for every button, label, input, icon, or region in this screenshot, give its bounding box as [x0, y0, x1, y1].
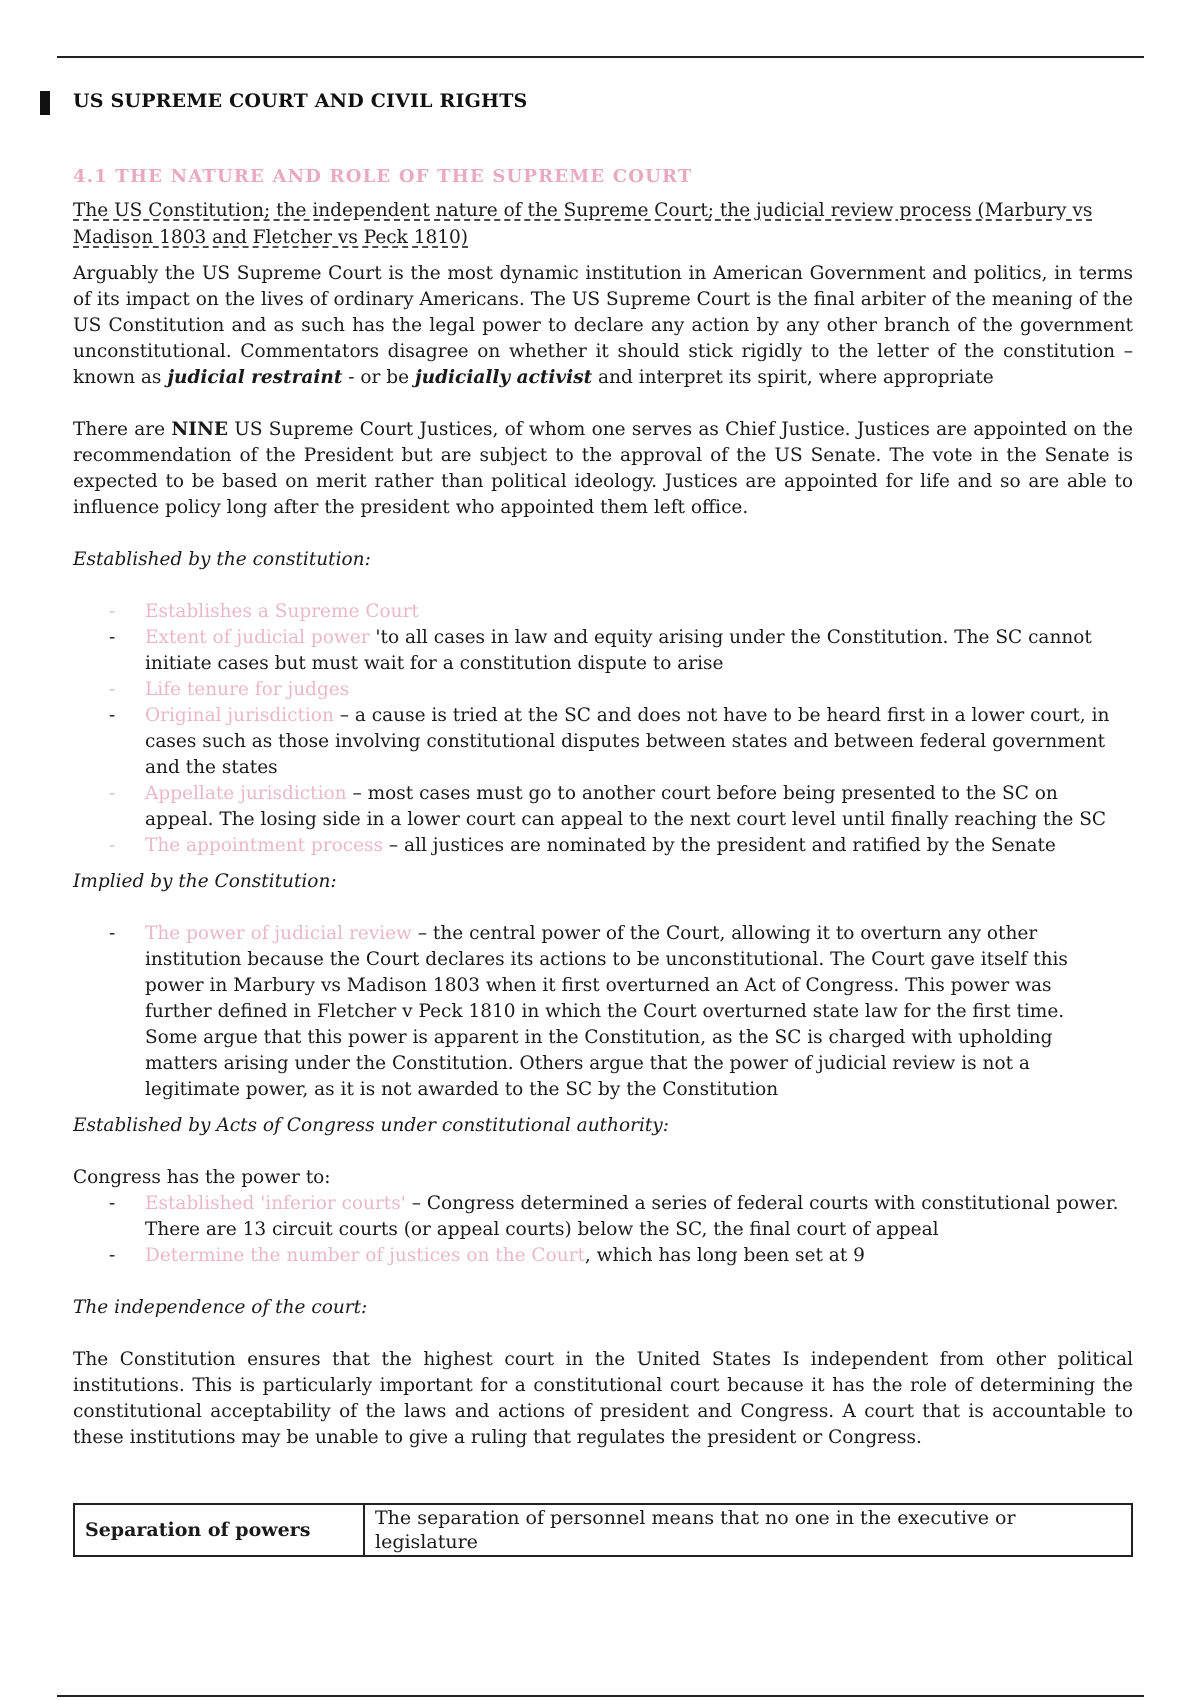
table-value: The separation of personnel means that no one in the executive or legislature: [364, 1504, 1132, 1556]
bottom-rule: [57, 1695, 1144, 1697]
section-heading: 4.1 THE NATURE AND ROLE OF THE SUPREME COURT: [73, 166, 693, 187]
section-subtitle: The US Constitution; the independent nature of the Supreme Court; the judicial review process (Marbury vs Madison 1803 and Fletcher vs Peck 1810): [73, 200, 1093, 248]
established-heading: Established by the constitution:: [73, 549, 371, 570]
title-marker: [40, 91, 50, 115]
list-item: - Life tenure for judges: [145, 677, 1133, 703]
acts-heading: Established by Acts of Congress under constitutional authority:: [73, 1115, 669, 1136]
implied-heading: Implied by the Constitution:: [73, 871, 337, 892]
document-page: [73, 90, 1133, 1557]
nine-emphasis: NINE: [171, 419, 228, 440]
separation-table: [73, 1503, 1133, 1557]
intro-paragraph-1: Arguably the US Supreme Court is the most dynamic institution in American Government and politics, in terms of its impact on the lives of ordinary Americans. The US Supreme Court is the final arbiter of the meaning of the US Constitution and as such has the legal power to declare any action by any other branch of the government unconstitutional. Commentators disagree on whether it should stick rigidly to the letter of the constitution – known as judicial restraint - or be judicially activist and interpret its spirit, where appropriate: [73, 263, 1133, 388]
independence-heading: The independence of the court:: [73, 1297, 368, 1318]
list-item: - Established 'inferior courts' – Congress determined a series of federal courts with constitutional power. There are 13 circuit courts (or appeal courts) below the SC, the final court of appeal: [145, 1191, 1133, 1243]
independence-paragraph: The Constitution ensures that the highest court in the United States Is independent from other political institutions. This is particularly important for a constitutional court because it has the role of determining the constitutional acceptability of the laws and actions of president and Congress. A court that is accountable to these institutions may be unable to give a ruling that regulates the president or Congress.: [73, 1349, 1133, 1448]
list-item: - The power of judicial review – the central power of the Court, allowing it to overturn any other institution because the Court declares its actions to be unconstitutional. The Court gave itself this power in Marbury vs Madison 1803 when it first overturned an Act of Congress. This power was further defined in Fletcher v Peck 1810 in which the Court overturned state law for the first time. Some argue that this power is apparent in the Constitution, as the SC is charged with upholding matters arising under the Constitution. Others argue that the power of judicial review is not a legitimate power, as it is not awarded to the SC by the Constitution: [145, 921, 1133, 1103]
acts-lead: Congress has the power to:: [73, 1167, 331, 1188]
table-key: Separation of powers: [74, 1504, 364, 1556]
list-item: - Establishes a Supreme Court: [145, 599, 1133, 625]
document-title-text: US SUPREME COURT AND CIVIL RIGHTS: [73, 90, 528, 112]
list-item: - Determine the number of justices on the Court, which has long been set at 9: [145, 1243, 1133, 1269]
list-item: - Original jurisdiction – a cause is tried at the SC and does not have to be heard first in a lower court, in cases such as those involving constitutional disputes between states and between federal government and the states: [145, 703, 1133, 781]
intro-paragraph-2: There are NINE US Supreme Court Justices, of whom one serves as Chief Justice. Justices are appointed on the recommendation of the President but are subject to the approval of the US Senate. The vote in the Senate is expected to be based on merit rather than political ideology. Justices are appointed for life and so are able to influence policy long after the president who appointed them left office.: [73, 419, 1133, 518]
acts-list: [73, 1191, 1133, 1269]
implied-list: [73, 921, 1133, 1103]
top-rule: [57, 56, 1144, 58]
document-title: [73, 90, 1133, 112]
table-row: [74, 1504, 1132, 1556]
list-item: - The appointment process – all justices are nominated by the president and ratified by the Senate: [145, 833, 1133, 859]
term-judicially-activist: judicially activist: [414, 367, 593, 388]
list-item: - Extent of judicial power 'to all cases in law and equity arising under the Constitution. The SC cannot initiate cases but must wait for a constitution dispute to arise: [145, 625, 1133, 677]
term-judicial-restraint: judicial restraint: [167, 367, 343, 388]
established-list: [73, 599, 1133, 859]
list-item: - Appellate jurisdiction – most cases must go to another court before being presented to the SC on appeal. The losing side in a lower court can appeal to the next court level until finally reaching the SC: [145, 781, 1133, 833]
